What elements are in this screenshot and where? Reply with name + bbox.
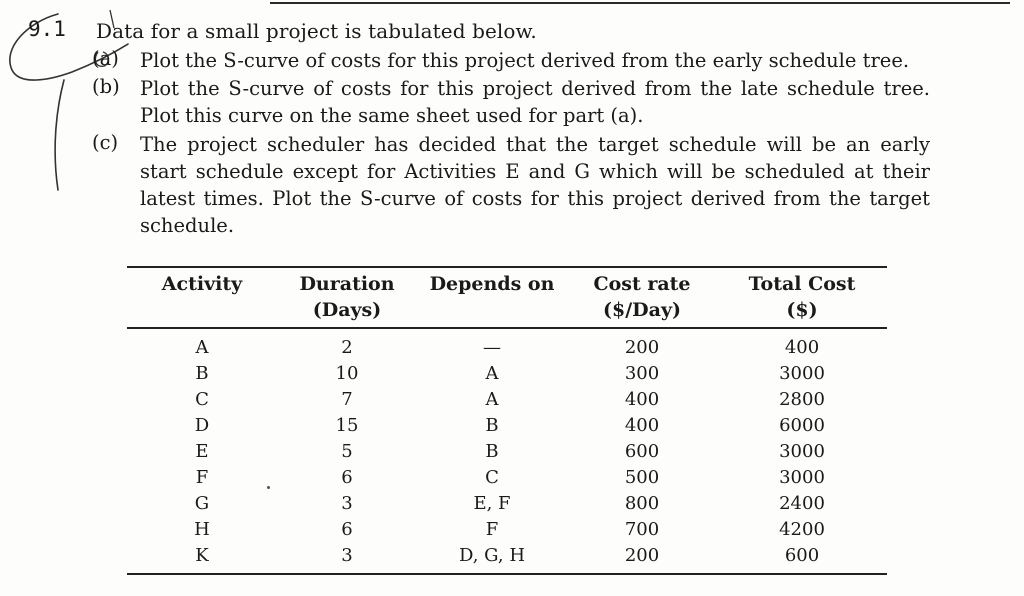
table-row	[127, 491, 887, 517]
cell-total-cost: 2400	[779, 493, 825, 514]
cell-cost-rate: 200	[567, 543, 717, 574]
part-c-label: (c)	[92, 131, 119, 154]
problem-number: 9.1	[28, 17, 66, 41]
cell-depends-on: —	[483, 337, 501, 358]
table-header-row	[127, 267, 887, 328]
cell-total-cost: 3000	[779, 441, 825, 462]
table-row	[127, 361, 887, 387]
cell-duration: 2	[341, 337, 353, 358]
cell-duration: 6	[341, 519, 353, 540]
cell-activity: E	[195, 441, 209, 462]
part-a-text: Plot the S-curve of costs for this project derived from the early schedule tree.	[140, 49, 910, 72]
cell-duration: 15	[335, 415, 359, 436]
cell-cost-rate: 600	[624, 441, 660, 462]
cell-activity: H	[194, 519, 210, 540]
cell-total-cost: 400	[784, 337, 820, 358]
cell-depends-on: C	[485, 467, 499, 488]
header-activity: Activity	[127, 267, 277, 328]
header-depends-on: Depends on	[417, 267, 567, 328]
cell-duration: 3	[277, 543, 417, 574]
cell-duration: 6	[341, 467, 353, 488]
cell-activity: G	[194, 493, 210, 514]
cell-activity: A	[195, 337, 209, 358]
table-row	[127, 517, 887, 543]
cell-activity: K	[127, 543, 277, 574]
header-duration: Duration (Days)	[277, 267, 417, 328]
part-a-label: (a)	[92, 47, 119, 70]
table-row	[127, 465, 887, 491]
cell-duration: 10	[335, 363, 359, 384]
cell-total-cost: 3000	[779, 467, 825, 488]
header-cost-rate: Cost rate ($/Day)	[567, 267, 717, 328]
part-b-text: Plot the S-curve of costs for this project derived from the late schedule tree. Plot this curve on the same sheet used for part (a).	[140, 77, 930, 127]
cell-activity: C	[195, 389, 209, 410]
stray-mark	[267, 486, 270, 489]
cell-activity: D	[194, 415, 210, 436]
cell-depends-on: E, F	[473, 493, 511, 514]
problem-intro: Data for a small project is tabulated below.	[96, 19, 537, 43]
cell-cost-rate: 400	[624, 415, 660, 436]
table-row	[127, 387, 887, 413]
cell-depends-on: B	[485, 441, 499, 462]
cell-duration: 3	[341, 493, 353, 514]
cell-duration: 5	[341, 441, 353, 462]
header-total-cost: Total Cost ($)	[717, 267, 887, 328]
cell-depends-on: D, G, H	[417, 543, 567, 574]
part-b-label: (b)	[92, 75, 120, 98]
table-row	[127, 439, 887, 465]
cell-cost-rate: 200	[624, 337, 660, 358]
cell-depends-on: F	[485, 519, 499, 540]
cell-total-cost: 3000	[779, 363, 825, 384]
cell-total-cost: 2800	[779, 389, 825, 410]
cell-cost-rate: 300	[624, 363, 660, 384]
activity-table	[127, 266, 887, 575]
cell-depends-on: B	[485, 415, 499, 436]
cell-cost-rate: 400	[624, 389, 660, 410]
table-row	[127, 413, 887, 439]
cell-depends-on: A	[485, 363, 499, 384]
cell-total-cost: 600	[717, 543, 887, 574]
cell-cost-rate: 800	[624, 493, 660, 514]
cell-cost-rate: 500	[624, 467, 660, 488]
cell-depends-on: A	[485, 389, 499, 410]
cell-activity: F	[195, 467, 209, 488]
cell-total-cost: 4200	[779, 519, 825, 540]
cell-activity: B	[195, 363, 209, 384]
cell-cost-rate: 700	[624, 519, 660, 540]
table-row	[127, 543, 887, 574]
cell-total-cost: 6000	[779, 415, 825, 436]
table-row	[127, 328, 887, 361]
cell-duration: 7	[341, 389, 353, 410]
part-c-text: The project scheduler has decided that the target schedule will be an early start schedule except for Activities E and G which will be scheduled at their latest times. Plot the S-curve of costs for this project derived from the target schedule.	[140, 133, 930, 237]
